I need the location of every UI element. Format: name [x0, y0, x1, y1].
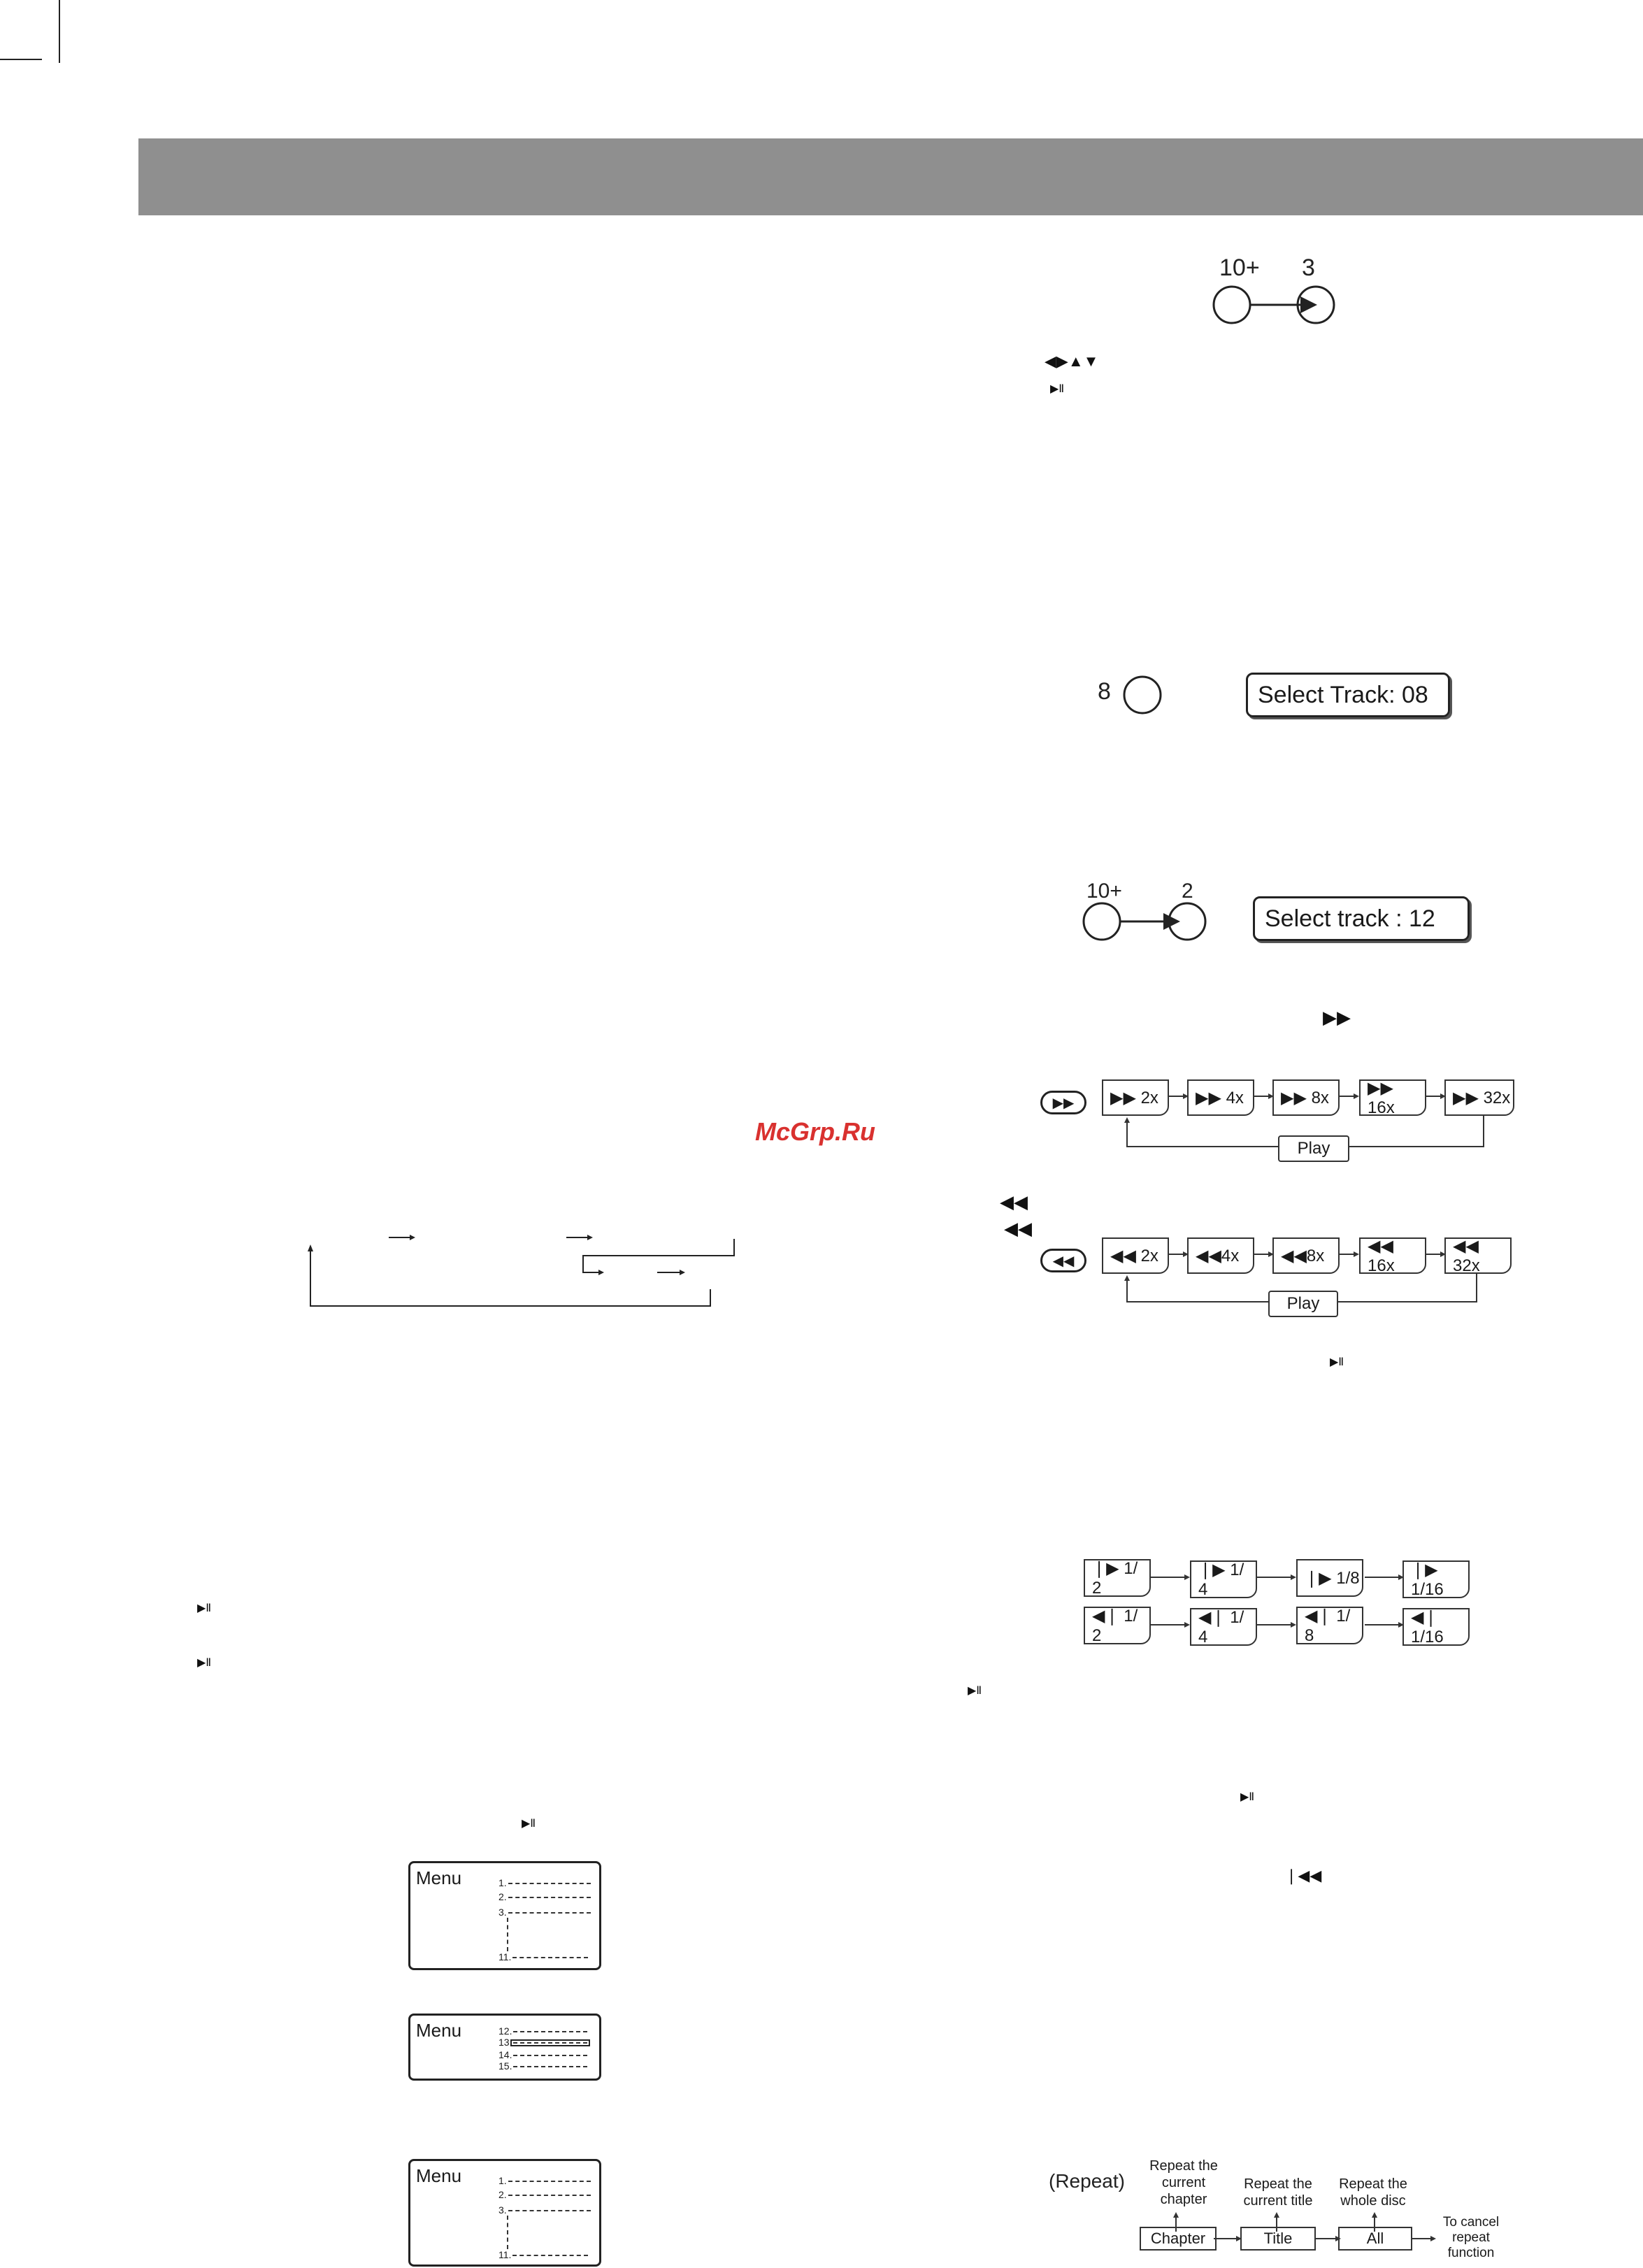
fast-forward-button: ▶▶	[1040, 1091, 1086, 1114]
repeat-desc-title: Repeat the current title	[1243, 2176, 1313, 2209]
play-pause-icon: ▶Ⅱ	[968, 1685, 982, 1697]
menu-title: Menu	[416, 1867, 462, 1888]
rewind-icon: ◀◀	[1004, 1218, 1032, 1239]
ff-step-2x: ▶▶ 2x	[1102, 1079, 1169, 1116]
menu-divider	[507, 2216, 508, 2249]
rew-play-box: Play	[1268, 1291, 1338, 1317]
ff-step-16x: ▶▶ 16x	[1359, 1079, 1426, 1116]
fast-forward-icon: ▶▶	[1323, 1007, 1351, 1028]
number-label-8: 8	[1098, 678, 1111, 705]
number-label-3: 3	[1302, 254, 1315, 281]
repeat-label: (Repeat)	[1049, 2170, 1125, 2192]
menu-row: 12.	[498, 2025, 587, 2037]
rew-step-32x: ◀◀ 32x	[1444, 1237, 1512, 1274]
play-pause-icon: ▶Ⅱ	[197, 1602, 212, 1614]
slow-reverse-quarter: ◀❘ 1/ 4	[1190, 1608, 1257, 1646]
button-8-circle	[1121, 674, 1163, 716]
arrow-head	[1300, 296, 1317, 313]
navigation-arrows-icon: ◀▶▲▼	[1045, 352, 1099, 370]
watermark: McGrp.Ru	[755, 1117, 876, 1146]
ff-step-8x: ▶▶ 8x	[1272, 1079, 1340, 1116]
menu-box-3	[408, 2159, 601, 2267]
rew-step-4x: ◀◀4x	[1187, 1237, 1254, 1274]
ff-step-32x: ▶▶ 32x	[1444, 1079, 1514, 1116]
repeat-box-chapter: Chapter	[1140, 2227, 1217, 2251]
menu-box-2	[408, 2014, 601, 2081]
select-track-display-08: Select Track: 08	[1246, 673, 1450, 717]
slow-reverse-sixteenth: ◀❘ 1/16	[1402, 1608, 1470, 1646]
button-circle	[1214, 287, 1250, 323]
rew-step-16x: ◀◀ 16x	[1359, 1237, 1426, 1274]
number-entry-diagram	[1210, 282, 1342, 331]
crop-mark-horizontal	[0, 59, 42, 60]
slow-reverse-half: ◀❘ 1/ 2	[1084, 1607, 1151, 1644]
ff-play-box: Play	[1278, 1135, 1349, 1162]
menu-row: 15.	[498, 2060, 587, 2072]
play-pause-icon: ▶Ⅱ	[1330, 1356, 1344, 1368]
menu-row: 1.	[498, 1877, 591, 1888]
menu-row: 11.	[498, 2249, 588, 2260]
play-pause-icon: ▶Ⅱ	[522, 1818, 536, 1830]
header-bar	[138, 138, 1643, 215]
repeat-box-title: Title	[1240, 2227, 1316, 2251]
slow-forward-eighth: ❘▶ 1/8	[1296, 1559, 1363, 1597]
play-pause-icon: ▶Ⅱ	[1240, 1791, 1255, 1803]
slow-forward-half: ❘▶ 1/ 2	[1084, 1559, 1151, 1597]
number-label-2: 2	[1182, 880, 1193, 903]
crop-mark-vertical	[59, 0, 60, 63]
rew-step-2x: ◀◀ 2x	[1102, 1237, 1169, 1274]
repeat-desc-chapter: Repeat the current chapter	[1149, 2158, 1218, 2207]
menu-title: Menu	[416, 2165, 462, 2186]
slow-forward-quarter: ❘▶ 1/ 4	[1190, 1560, 1257, 1598]
ff-step-4x: ▶▶ 4x	[1187, 1079, 1254, 1116]
menu-row: 3.	[498, 1907, 591, 1918]
menu-row: 2.	[498, 1891, 591, 1902]
menu-row: 14.	[498, 2049, 587, 2060]
menu-row: 11.	[498, 1951, 588, 1962]
menu-box-1	[408, 1861, 601, 1970]
repeat-cancel-text: To cancel repeat function	[1442, 2215, 1500, 2260]
slow-forward-sixteenth: ❘▶ 1/16	[1402, 1560, 1470, 1598]
number-entry-diagram-12	[1081, 899, 1214, 948]
rewind-button: ◀◀	[1040, 1249, 1086, 1272]
slow-reverse-eighth: ◀❘ 1/ 8	[1296, 1607, 1363, 1644]
menu-row: 3.	[498, 2204, 591, 2216]
menu-row: 2.	[498, 2189, 591, 2200]
menu-row: 1.	[498, 2175, 591, 2186]
repeat-box-all: All	[1338, 2227, 1412, 2251]
select-track-display-12: Select track : 12	[1253, 896, 1470, 941]
number-label-10plus: 10+	[1219, 254, 1260, 281]
previous-icon: ❘◀◀	[1285, 1867, 1322, 1884]
menu-row-selected: 13.	[498, 2037, 587, 2048]
menu-divider	[507, 1918, 508, 1951]
repeat-desc-all: Repeat the whole disc	[1339, 2176, 1407, 2209]
menu-title: Menu	[416, 2020, 462, 2041]
flow-diagram	[301, 1216, 748, 1314]
rew-step-8x: ◀◀8x	[1272, 1237, 1340, 1274]
play-pause-icon: ▶Ⅱ	[197, 1657, 212, 1669]
number-label-10plus: 10+	[1086, 880, 1122, 903]
rewind-icon: ◀◀	[1000, 1191, 1028, 1212]
play-pause-icon: ▶Ⅱ	[1050, 383, 1065, 395]
